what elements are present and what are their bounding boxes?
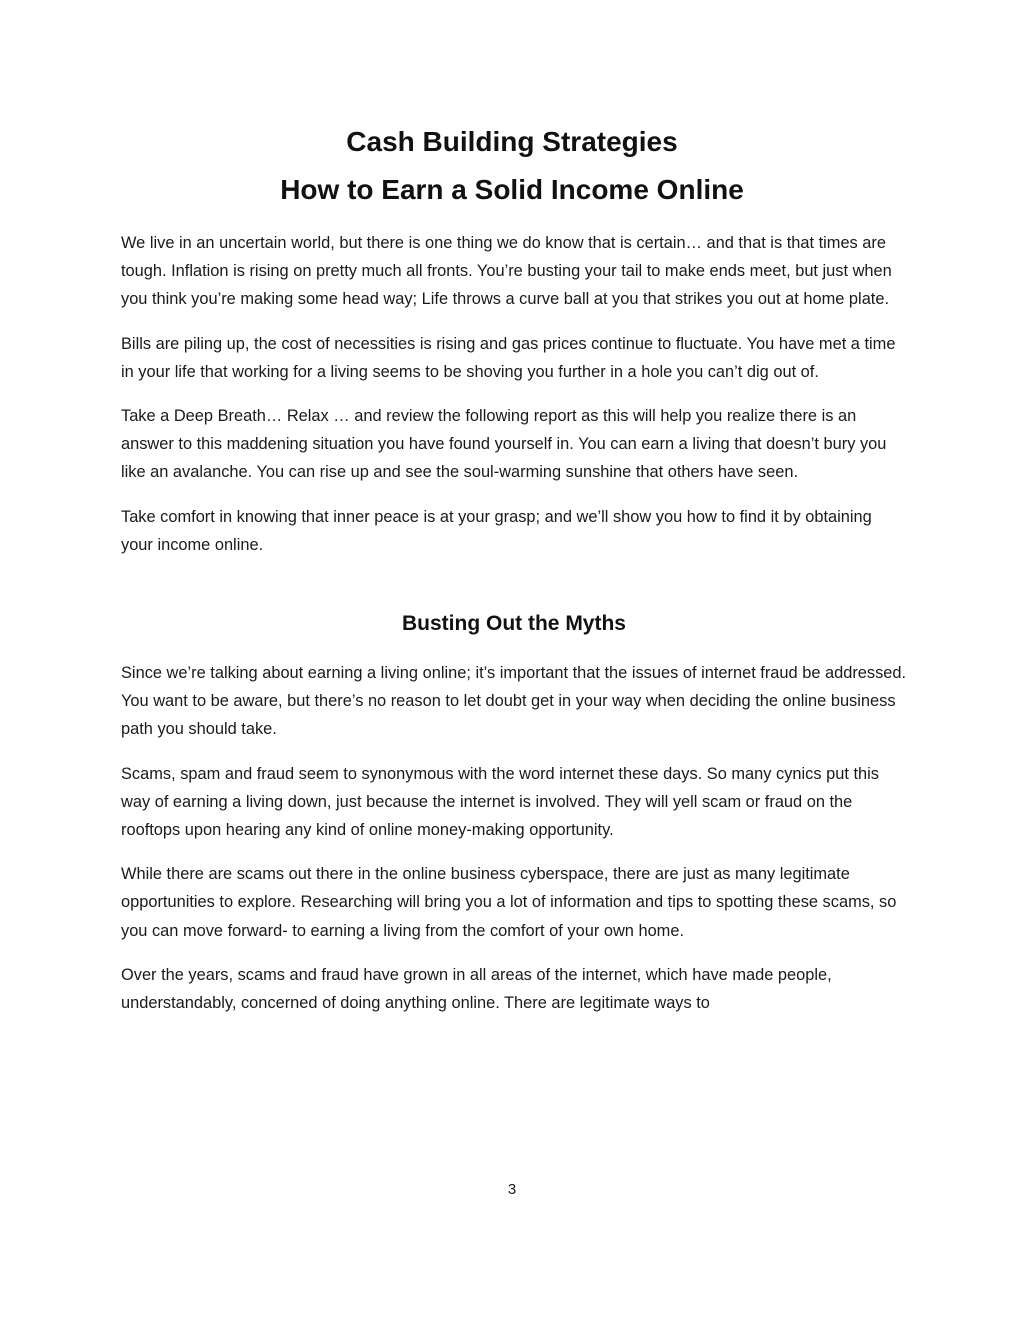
section-heading: Busting Out the Myths bbox=[402, 612, 626, 636]
intro-paragraph-3: Take a Deep Breath… Relax … and review the following report as this will help you realize there is an answer to this maddening situation you have found yourself in. You can earn a living that doesn’t bury you like an avalanche. You can rise up and see the soul-warming sunshine that others have seen. bbox=[121, 407, 887, 482]
intro-paragraph-1: We live in an uncertain world, but there is one thing we do know that is certain… and that is that times are tough. Inflation is rising on pretty much all fronts. You’re busting your tail to make ends meet, but just when you think you’re making some head way; Life throws a curve ball at you that strikes you out at home plate. bbox=[121, 234, 892, 309]
section-paragraph-4: Over the years, scams and fraud have grown in all areas of the internet, which have made people, understandably, concerned of doing anything online. There are legitimate ways to bbox=[121, 965, 832, 1013]
intro-paragraph-4: Take comfort in knowing that inner peace is at your grasp; and we’ll show you how to find it by obtaining your income online. bbox=[121, 507, 872, 554]
document-title: Cash Building Strategies bbox=[346, 126, 678, 157]
document-subtitle: How to Earn a Solid Income Online bbox=[280, 174, 744, 205]
section-paragraph-1: Since we’re talking about earning a living online; it’s important that the issues of internet fraud be addressed. You want to be aware, but there’s no reason to let doubt get in your way when deciding the online business path you should take. bbox=[121, 664, 907, 739]
page-number: 3 bbox=[507, 1181, 517, 1198]
section-paragraph-3: While there are scams out there in the online business cyberspace, there are just as many legitimate opportunities to explore. Researching will bring you a lot of information and tips to spotting these scams, so you can move forward- to earning a living from the comfort of your own home. bbox=[121, 865, 897, 940]
section-paragraph-2: Scams, spam and fraud seem to synonymous with the word internet these days. So many cynics put this way of earning a living down, just because the internet is involved. They will yell scam or fraud on the rooftops upon hearing any kind of online money-making opportunity. bbox=[121, 764, 879, 840]
document-body bbox=[121, 229, 907, 1033]
intro-paragraph-2: Bills are piling up, the cost of necessities is rising and gas prices continue to fluctuate. You have met a time in your life that working for a living seems to be shoving you further in a hole you can’t dig out of. bbox=[121, 334, 896, 381]
title-block bbox=[0, 118, 1024, 214]
